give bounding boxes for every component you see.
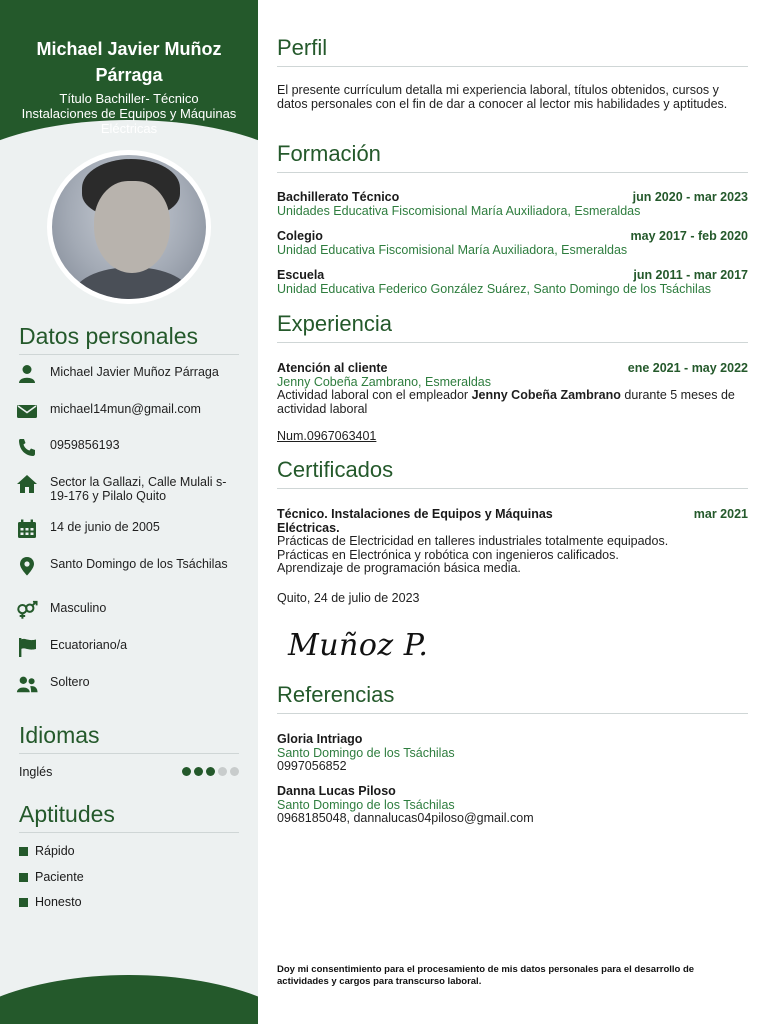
education-item xyxy=(277,190,748,218)
education-place: Unidad Educativa Federico González Suárez, Santo Domingo de los Tsáchilas xyxy=(277,282,712,296)
personal-item-label: Soltero xyxy=(50,675,90,689)
personal-item-marital-status xyxy=(16,673,242,695)
location-pin-icon xyxy=(16,555,42,577)
profile-heading: Perfil xyxy=(277,34,748,67)
level-dot-filled xyxy=(194,767,203,776)
personal-item-email xyxy=(16,400,242,422)
personal-item-location xyxy=(16,555,242,577)
reference-place: Santo Domingo de los Tsáchilas xyxy=(277,798,455,812)
skill-label: Rápido xyxy=(35,844,75,858)
languages-heading: Idiomas xyxy=(19,721,239,754)
personal-item-label: 0959856193 xyxy=(50,438,120,452)
home-icon xyxy=(16,473,42,495)
skill-label: Paciente xyxy=(35,870,84,884)
bullet-square-icon xyxy=(19,847,28,856)
experience-title: Atención al cliente xyxy=(277,361,388,375)
bullet-square-icon xyxy=(19,873,28,882)
bullet-square-icon xyxy=(19,898,28,907)
person-icon xyxy=(16,363,42,385)
level-dot-filled xyxy=(182,767,191,776)
skill-label: Honesto xyxy=(35,895,82,909)
references-heading: Referencias xyxy=(277,681,748,714)
profile-text: El presente currículum detalla mi experiencia laboral, títulos obtenidos, cursos y datos personales con el fin de dar a conocer al lector mis habilidades y aptitudes. xyxy=(277,83,728,111)
level-dot-empty xyxy=(230,767,239,776)
education-place: Unidad Educativa Fiscomisional María Auxiliadora, Esmeraldas xyxy=(277,243,628,257)
personal-data-heading: Datos personales xyxy=(19,322,239,355)
personal-item-nationality xyxy=(16,636,242,658)
skills-heading: Aptitudes xyxy=(19,800,239,833)
people-icon xyxy=(16,673,42,695)
level-dot-empty xyxy=(218,767,227,776)
reference-contact: 0968185048, dannalucas04piloso@gmail.com xyxy=(277,811,534,825)
phone-icon xyxy=(16,436,42,458)
reference-name: Danna Lucas Piloso xyxy=(277,784,396,798)
education-title: Colegio xyxy=(277,229,323,243)
skill-item xyxy=(19,870,84,884)
language-item xyxy=(19,765,239,779)
calendar-icon xyxy=(16,518,42,540)
education-item xyxy=(277,268,748,296)
experience-date: ene 2021 - may 2022 xyxy=(627,361,748,375)
certificate-title: Técnico. Instalaciones de Equipos y Máquinas Eléctricas. xyxy=(277,507,553,535)
experience-place: Jenny Cobeña Zambrano, Esmeraldas xyxy=(277,375,492,389)
personal-item-gender xyxy=(16,599,242,621)
reference-contact: 0997056852 xyxy=(277,759,347,773)
personal-item-label: Masculino xyxy=(50,601,107,615)
reference-item xyxy=(277,784,748,826)
personal-item-birthdate xyxy=(16,518,242,540)
level-dot-filled xyxy=(206,767,215,776)
skill-item xyxy=(19,844,75,858)
place-and-date: Quito, 24 de julio de 2023 xyxy=(277,591,420,605)
experience-heading: Experiencia xyxy=(277,310,748,343)
certificate-date: mar 2021 xyxy=(693,507,748,521)
certificate-line: Prácticas de Electricidad en talleres industriales totalmente equipados. xyxy=(277,534,669,548)
personal-item-name xyxy=(16,363,242,385)
personal-item-label: 14 de junio de 2005 xyxy=(50,520,160,534)
envelope-icon xyxy=(16,400,42,422)
reference-name: Gloria Intriago xyxy=(277,732,363,746)
personal-item-label: michael14mun@gmail.com xyxy=(50,402,201,416)
certificate-item xyxy=(277,507,748,576)
certificate-line: Aprendizaje de programación básica media. xyxy=(277,561,521,575)
profile-photo xyxy=(47,150,211,304)
education-title: Escuela xyxy=(277,268,325,282)
education-heading: Formación xyxy=(277,140,748,173)
personal-item-label: Ecuatoriano/a xyxy=(50,638,128,652)
language-level-rating xyxy=(182,767,239,776)
education-date: jun 2020 - mar 2023 xyxy=(632,190,748,204)
experience-item xyxy=(277,361,748,444)
education-date: may 2017 - feb 2020 xyxy=(630,229,748,243)
personal-item-address xyxy=(16,473,242,503)
flag-icon xyxy=(16,636,42,658)
education-date: jun 2011 - mar 2017 xyxy=(633,268,748,282)
personal-item-label: Sector la Gallazi, Calle Mulali s-19-176 y Pilalo Quito xyxy=(50,475,227,503)
consent-statement: Doy mi consentimiento para el procesamiento de mis datos personales para el desarrollo de actividades y cargos para transcurso laboral. xyxy=(277,964,695,987)
skill-item xyxy=(19,895,82,909)
personal-item-label: Michael Javier Muñoz Párraga xyxy=(50,365,219,379)
reference-item xyxy=(277,732,748,774)
personal-item-phone xyxy=(16,436,242,458)
experience-description: Actividad laboral con el empleador Jenny Cobeña Zambrano durante 5 meses de actividad laboral xyxy=(277,388,735,416)
education-item xyxy=(277,229,748,257)
certificates-heading: Certificados xyxy=(277,456,748,489)
education-title: Bachillerato Técnico xyxy=(277,190,400,204)
sidebar xyxy=(0,0,258,1024)
education-place: Unidades Educativa Fiscomisional María Auxiliadora, Esmeraldas xyxy=(277,204,641,218)
experience-contact-number: Num.0967063401 xyxy=(277,429,377,443)
personal-item-label: Santo Domingo de los Tsáchilas xyxy=(50,557,228,571)
candidate-title: Título Bachiller- Técnico Instalaciones de Equipos y Máquinas Eléctricas xyxy=(21,91,237,136)
signature: Muñoz P. xyxy=(288,628,429,663)
reference-place: Santo Domingo de los Tsáchilas xyxy=(277,746,455,760)
gender-icon xyxy=(16,599,42,621)
certificate-line: Prácticas en Electrónica y robótica con ingenieros calificados. xyxy=(277,547,619,562)
sidebar-footer-band xyxy=(0,975,258,1024)
candidate-name: Michael Javier Muñoz Párraga xyxy=(36,39,222,85)
language-name: Inglés xyxy=(19,765,53,779)
